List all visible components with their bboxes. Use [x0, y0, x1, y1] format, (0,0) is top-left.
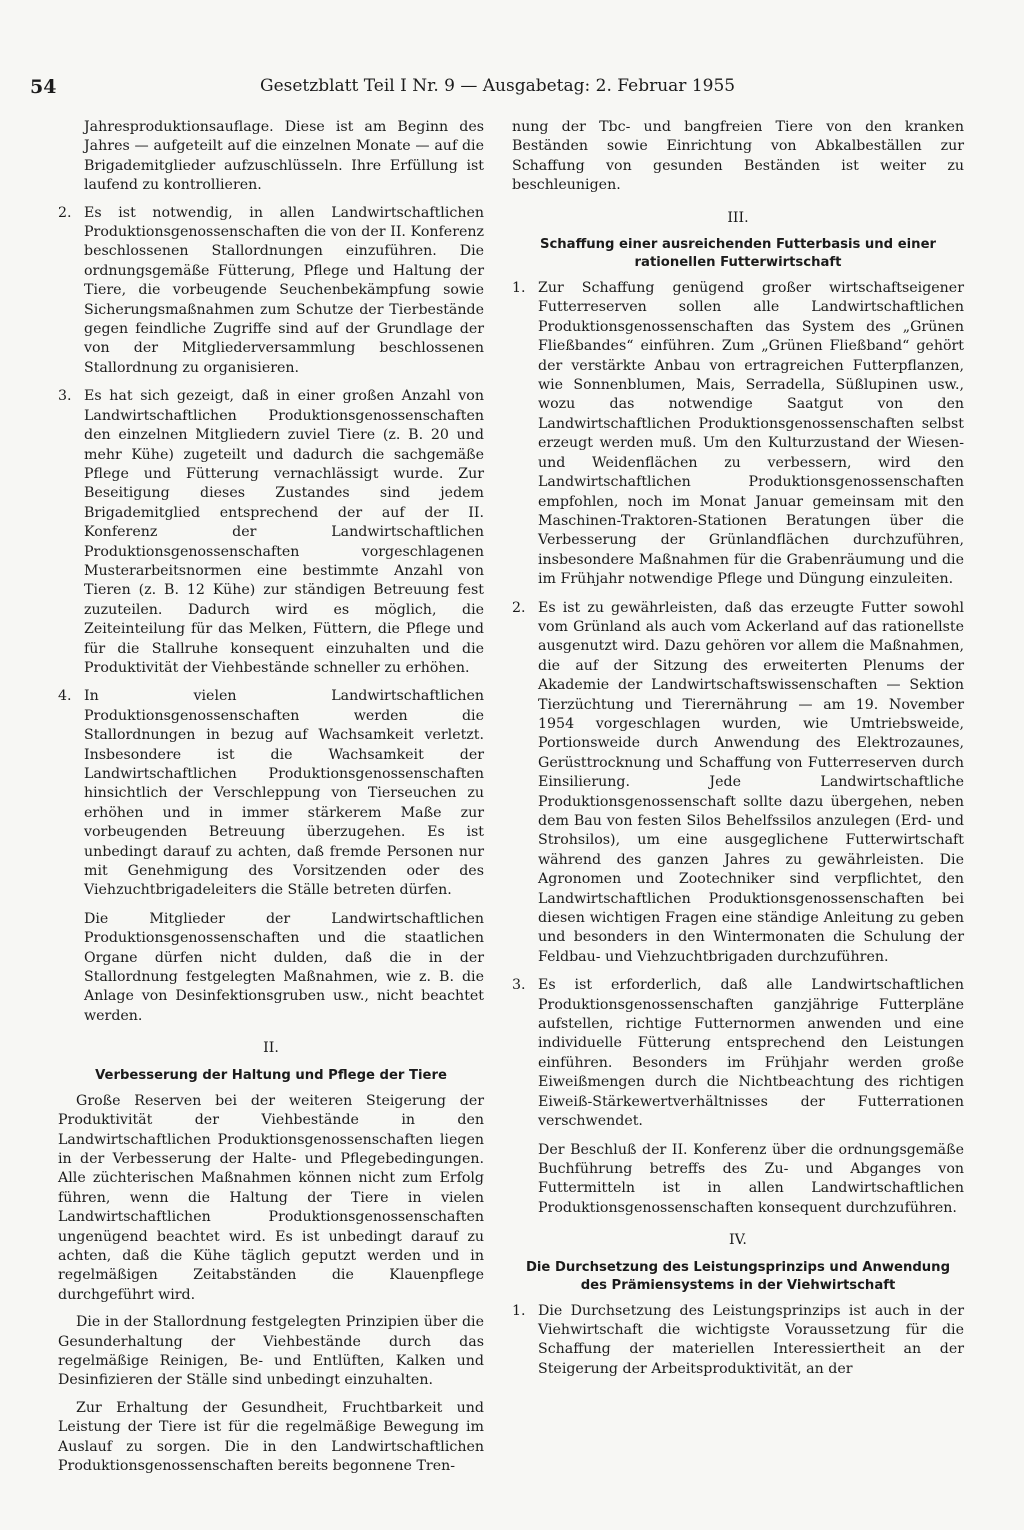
item-text: Es ist notwendig, in allen Landwirtschaftlichen Produktionsgenossenschaften die von der II. Konferenz beschlossenen Stallordnungen einzuführen. Die ordnungsgemäße Fütterung, Pflege und Haltung der Tiere, die vorbeugende Seuchenbekämpfung sowie Sicherungsmaßnahmen zum Schutze der Tierbestände gegen feindliche Zugriffe sind auf der Grundlage der von der Mitgliederversammlung beschlossenen Stallordnung zu organisieren.: [84, 204, 484, 376]
numbered-item: [58, 687, 484, 900]
item-number: 4.: [58, 688, 72, 705]
item-text: Die Durchsetzung des Leistungsprinzips ist auch in der Viehwirtschaft die wichtigste Voraussetzung für die Schaffung der materiellen Interessiertheit an der Steigerung der Arbeitsproduktivität, an der: [538, 1302, 964, 1377]
numbered-item: [512, 1302, 964, 1380]
numbered-item: [58, 204, 484, 379]
section-title: Die Durchsetzung des Leistungsprinzips und Anwendung des Prämiensystems in der Viehwirtschaft: [525, 1259, 951, 1293]
section-number: II.: [263, 1040, 279, 1057]
item-number: 1.: [512, 280, 526, 297]
item-number: 1.: [512, 1302, 526, 1319]
item-text: Es ist erforderlich, daß alle Landwirtschaftlichen Produktionsgenossenschaften ganzjährige Futterpläne aufstellen, richtige Futternormen anwenden und eine individuelle Fütterung entsprechend den Leistungen einführen. Besonders im Frühjahr werden große Eiweißmengen durch die Nichtbeachtung des richtigen Eiweiß-Stärkewertverhältnisses der Futterrationen verschwendet.: [538, 977, 964, 1130]
item-text: Zur Schaffung genügend großer wirtschaftseigener Futterreserven sollen alle Landwirtschaftlichen Produktionsgenossenschaften das System des „Grünen Fließbandes“ einführen. Zum „Grünen Fließband“ gehört der verstärkte Anbau von ertragreichen Futterpflanzen, wie Sonnenblumen, Mais, Serradella, Süßlupinen usw., wozu das notwendige Saatgut von den Landwirtschaftlichen Produktionsgenossenschaften selbst erzeugt werden muß. Um den Kulturzustand der Wiesen- und Weidenflächen zu verbessern, wird den Landwirtschaftlichen Produktionsgenossenschaften empfohlen, noch im Monat Januar gemeinsam mit den Maschinen-Traktoren-Stationen Beratungen über die Verbesserung der Grünlandflächen durchzuführen, insbesondere Maßnahmen für die Grabenräumung und die im Frühjahr notwendige Pflege und Düngung einzuleiten.: [538, 280, 964, 588]
numbered-item: [512, 599, 964, 968]
paragraph: Zur Erhaltung der Gesundheit, Fruchtbarkeit und Leistung der Tiere ist für die regelmäßige Bewegung im Auslauf zu sorgen. Die in den Landwirtschaftlichen Produktionsgenossenschaften bereits begonnene Tren-: [58, 1399, 484, 1474]
section-title: Schaffung einer ausreichenden Futterbasis und einer rationellen Futterwirtschaft: [539, 237, 937, 271]
paragraph: Der Beschluß der II. Konferenz über die ordnungsgemäße Buchführung betreffs des Zu- und Abganges von Futtermitteln ist in allen Landwirtschaftlichen Produktionsgenossenschaften konsequent durchzuführen.: [538, 1141, 964, 1216]
paragraph: Jahresproduktionsauflage. Diese ist am Beginn des Jahres — aufgeteilt auf die einzelnen Monate — auf die Brigademitglieder aufzuschlüsseln. Ihre Erfüllung ist laufend zu kontrollieren.: [84, 119, 484, 194]
paragraph: nung der Tbc- und bangfreien Tiere von den kranken Beständen sowie Einrichtung von Abkalbeställen zur Schaffung von gesunden Beständen ist weiter zu beschleunigen.: [512, 119, 964, 194]
item-text: Es hat sich gezeigt, daß in einer großen Anzahl von Landwirtschaftlichen Produktionsgenossenschaften den einzelnen Mitgliedern zuviel Tiere (z. B. 20 und mehr Kühe) zugeteilt und dadurch die sachgemäße Pflege und Fütterung vernachlässigt wurde. Zur Beseitigung dieses Zustandes sind jedem Brigademitglied entsprechend der auf der II. Konferenz der Landwirtschaftlichen Produktionsgenossenschaften vorgeschlagenen Musterarbeitsnormen eine bestimmte Anzahl von Tieren (z. B. 12 Kühe) zur ständigen Betreuung fest zuzuteilen. Dadurch wird es möglich, die Zeiteinteilung für das Melken, Füttern, die Pflege und für die Stallruhe konsequent einzuhalten und die Produktivität der Viehbestände schneller zu erhöhen.: [84, 388, 484, 676]
right-column: [512, 118, 964, 1388]
item-number: 2.: [512, 599, 526, 616]
section-number: IV.: [729, 1232, 747, 1249]
page-header: [30, 76, 970, 102]
item-number: 3.: [58, 388, 72, 405]
item-number: 2.: [58, 204, 72, 221]
item-text: In vielen Landwirtschaftlichen Produktionsgenossenschaften werden die Stallordnungen in bezug auf Wachsamkeit verletzt. Insbesondere ist die Wachsamkeit der Landwirtschaftlichen Produktionsgenossenschaften hinsichtlich der Verschleppung von Tierseuchen zu erhöhen und in immer stärkerem Maße zur vorbeugenden Betreuung überzugehen. Es ist unbedingt darauf zu achten, daß fremde Personen nur mit Genehmigung des Vorsitzenden oder des Viehzuchtbrigadeleiters die Ställe betreten dürfen.: [84, 688, 484, 899]
numbered-item: [512, 279, 964, 590]
numbered-item: [58, 387, 484, 678]
item-number: 3.: [512, 977, 526, 994]
header-title: Gesetzblatt Teil I Nr. 9 — Ausgabetag: 2. Februar 1955: [260, 76, 736, 96]
paragraph: Die Mitglieder der Landwirtschaftlichen Produktionsgenossenschaften und die staatlichen Organe dürfen nicht dulden, daß die in der Stallordnung festgelegten Maßnahmen, wie z. B. die Anlage von Desinfektionsgruben usw., nicht beachtet werden.: [84, 910, 484, 1024]
numbered-item: [512, 976, 964, 1131]
section-number: III.: [727, 209, 749, 226]
section-title: Verbesserung der Haltung und Pflege der Tiere: [95, 1067, 447, 1083]
paragraph: Große Reserven bei der weiteren Steigerung der Produktivität der Viehbestände in den Landwirtschaftlichen Produktionsgenossenschaften liegen in der Verbesserung der Halte- und Pflegebedingungen. Alle züchterischen Maßnahmen können nicht zum Erfolg führen, wenn die Haltung der Tiere in vielen Landwirtschaftlichen Produktionsgenossenschaften ungenügend beachtet wird. Es ist unbedingt darauf zu achten, daß die Kühe täglich geputzt werden und in regelmäßigen Zeitabständen die Klauenpflege durchgeführt wird.: [58, 1092, 484, 1303]
item-text: Es ist zu gewährleisten, daß das erzeugte Futter sowohl vom Grünland als auch vom Ackerland auf das rationellste ausgenutzt wird. Dazu gehören vor allem die Maßnahmen, die auf der Sitzung des erweiterten Plenums der Akademie der Landwirtschaftswissenschaften — Sektion Tierzüchtung und Tierernährung — am 19. November 1954 vorgeschlagen wurden, wie Umtriebsweide, Portionsweide durch Anwendung des Elektrozaunes, Gerüsttrocknung und Schaffung von Futterreserven durch Einsilierung. Jede Landwirtschaftliche Produktionsgenossenschaft sollte dazu übergehen, neben dem Bau von festen Silos Behelfssilos anzulegen (Erd- und Strohsilos), um eine ausgeglichene Futterwirtschaft während des ganzen Jahres zu gewährleisten. Die Agronomen und Zootechniker sind verpflichtet, den Landwirtschaftlichen Produktionsgenossenschaften bei diesen wichtigen Fragen eine ständige Anleitung zu geben und besonders in den Wintermonaten die Schulung der Feldbau- und Viehzuchtbrigaden durchzuführen.: [538, 599, 964, 965]
page-number: 54: [30, 76, 57, 98]
paragraph: Die in der Stallordnung festgelegten Prinzipien über die Gesunderhaltung der Viehbestände durch das regelmäßige Reinigen, Be- und Entlüften, Kalken und Desinfizieren der Ställe sind unbedingt einzuhalten.: [58, 1314, 484, 1389]
left-column: [58, 118, 484, 1484]
